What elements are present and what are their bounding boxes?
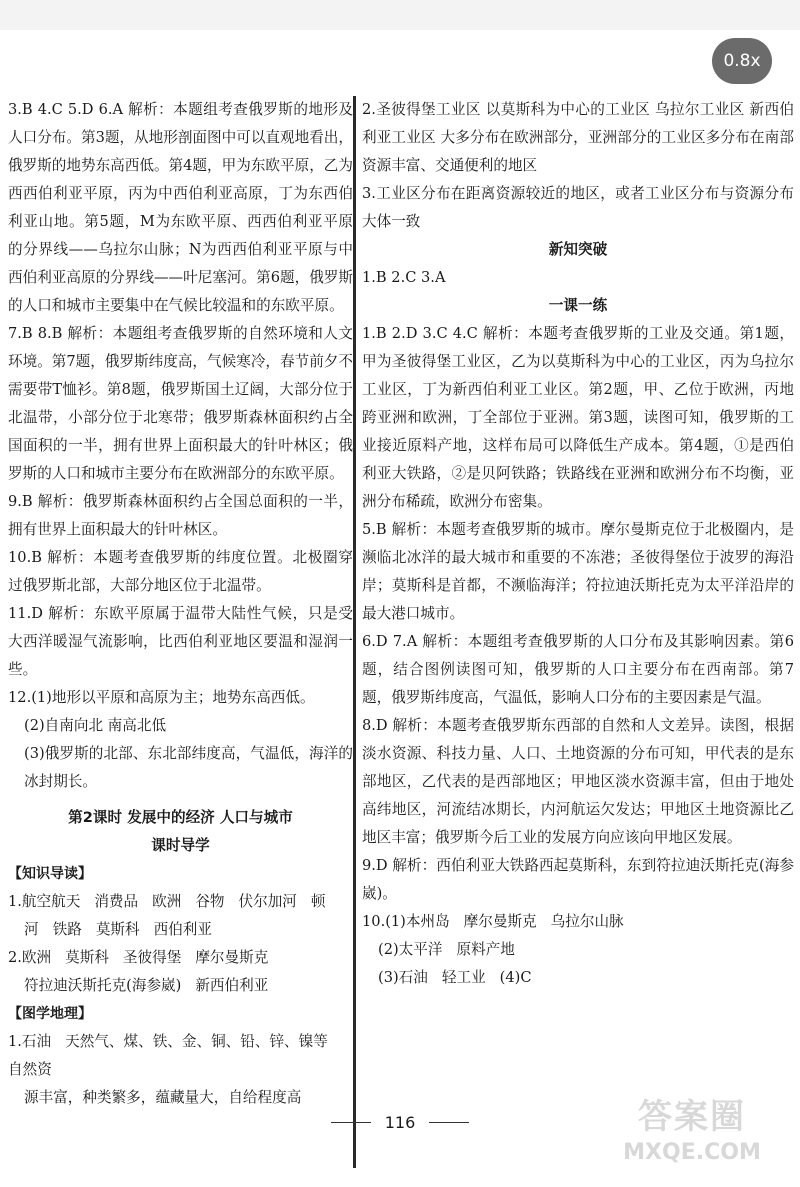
blank-answer: 符拉迪沃斯托克(海参崴) — [24, 977, 182, 994]
site-watermark — [602, 1095, 782, 1175]
blank-answer: 伏尔加河 — [238, 893, 297, 910]
blank-answer: 河 — [24, 921, 39, 938]
blank-answer: 顿 — [310, 893, 326, 910]
watermark-logo-text: 答案圈 — [638, 1097, 746, 1137]
answer-page — [0, 96, 800, 1176]
practice-10-1 — [362, 908, 794, 936]
map-1 — [8, 1028, 353, 1084]
practice-10-3 — [362, 964, 794, 992]
practice-title: 一课一练 — [548, 297, 608, 314]
viewer-top-bar — [0, 0, 800, 30]
blank-answer: 圣彼得堡 — [122, 949, 182, 966]
answer-3-6: 3.B 4.C 5.D 6.A 解析：本题组考查俄罗斯的地形及人口分布。第3题，从地形剖面图中可以直观地看出，俄罗斯的地势东高西低。第4题，甲为东欧平原，乙为西西伯利亚平原，丙为中西伯利亚高原，丁为东西伯利亚山地。第5题，M为东欧平原、西西伯利亚平原的分界线——乌拉尔山脉；N为西西伯利亚平原与中西伯利亚高原的分界线——叶尼塞河。第6题，俄罗斯的人口和城市主要集中在气候比较温和的东欧平原。 — [8, 101, 353, 314]
blank-answer: 乌拉尔山脉 — [550, 913, 624, 930]
section-map: 【图学地理】 — [8, 1006, 92, 1022]
answer-9: 9.B 解析：俄罗斯森林面积约占全国总面积的一半，拥有世界上面积最大的针叶林区。 — [8, 493, 353, 538]
blank-answer: 谷物 — [195, 893, 225, 910]
new-knowledge-title: 新知突破 — [548, 241, 608, 258]
blank-answer: (3)石油 — [378, 969, 428, 986]
practice-5: 5.B 解析：本题考查俄罗斯的城市。摩尔曼斯克位于北极圈内，是濒临北冰洋的最大城市和重要的不冻港；圣彼得堡位于波罗的海沿岸；莫斯科是首都，不濒临海洋；符拉迪沃斯托克为太平洋沿岸的最大港口城市。 — [362, 521, 794, 622]
knowledge-1-cont — [8, 916, 353, 944]
answer-10: 10.B 解析：本题考查俄罗斯的纬度位置。北极圈穿过俄罗斯北部，大部分地区位于北温带。 — [8, 549, 353, 594]
page-number: 116 — [384, 1112, 416, 1132]
blank-answer: 摩尔曼斯克 — [463, 913, 537, 930]
playback-speed-button[interactable]: 0.8x — [712, 38, 772, 84]
lesson-title: 第2课时 发展中的经济 人口与城市 — [68, 809, 293, 826]
knowledge-1 — [8, 888, 353, 916]
footer-rule — [429, 1122, 469, 1123]
blank-answer: 消费品 — [94, 893, 139, 910]
blank-answer: 西伯利亚 — [153, 921, 212, 938]
blank-answer: 2.欧洲 — [8, 949, 52, 966]
practice-6-7: 6.D 7.A 解析：本题组考查俄罗斯的人口分布及其影响因素。第6题，结合图例读图可知，俄罗斯的人口主要分布在西南部。第7题，俄罗斯纬度高，气温低，影响人口分布的主要因素是气温。 — [362, 633, 794, 706]
blank-answer: 原料产地 — [456, 941, 515, 958]
practice-8: 8.D 解析：本题考查俄罗斯东西部的自然和人文差异。读图，根据淡水资源、科技力量、人口、土地资源的分布可知，甲代表的是东部地区，乙代表的是西部地区；甲地区淡水资源丰富，但由于地处高纬地区，河流结冰期长，内河航运欠发达；甲地区土地资源比乙地区丰富；俄罗斯今后工业的发展方向应该向甲地区发展。 — [362, 717, 794, 846]
blank-answer: 莫斯科 — [65, 949, 109, 966]
blank-answer: 1.石油 — [8, 1033, 52, 1050]
map-3: 3.工业区分布在距离资源较近的地区，或者工业区分布与资源分布大体一致 — [362, 185, 794, 230]
blank-answer: 莫斯科 — [95, 921, 140, 938]
answer-11: 11.D 解析：东欧平原属于温带大陆性气候，只是受大西洋暖湿气流影响，比西伯利亚地区要温和湿润一些。 — [8, 605, 353, 678]
blank-answer: 10.(1)本州岛 — [362, 913, 450, 930]
answer-7-8: 7.B 8.B 解析：本题组考查俄罗斯的自然环境和人文环境。第7题，俄罗斯纬度高，气候寒冷，春节前夕不需要带T恤衫。第8题，俄罗斯国土辽阔，大部分位于北温带，小部分位于北寒带；俄罗斯森林面积约占全国面积的一半，拥有世界上面积最大的针叶林区；俄罗斯的人口和城市主要分布在欧洲部分的东欧平原。 — [8, 325, 353, 482]
watermark-url: MXQE.COM — [623, 1140, 761, 1165]
practice-1-4: 1.B 2.D 3.C 4.C 解析：本题考查俄罗斯的工业及交通。第1题，甲为圣彼得堡工业区，乙为以莫斯科为中心的工业区，丙为乌拉尔工业区，丁为新西伯利亚工业区。第2题，甲、乙位于欧洲，丙地跨亚洲和欧洲，丁全部位于亚洲。第3题，读图可知，俄罗斯的工业接近原料产地，这样布局可以降低生产成本。第4题，①是西伯利亚大铁路，②是贝阿铁路；铁路线在亚洲和欧洲分布不均衡，亚洲分布稀疏，欧洲分布密集。 — [362, 325, 794, 510]
left-column — [8, 96, 353, 1112]
new-knowledge-answers: 1.B 2.C 3.A — [362, 269, 446, 286]
blank-answer: 天然气、煤、铁、金、铜、铅、锌、镍等 — [65, 1033, 328, 1050]
answer-12-1: 12.(1)地形以平原和高原为主；地势东高西低。 — [8, 689, 315, 706]
blank-answer: 1.航空航天 — [8, 893, 81, 910]
section-knowledge: 【知识导读】 — [8, 866, 92, 882]
answer-12-2: (2)自南向北 南高北低 — [24, 717, 167, 734]
knowledge-2-cont — [8, 972, 353, 1000]
column-divider — [353, 96, 356, 1168]
blank-answer: 铁路 — [52, 921, 82, 938]
right-column — [362, 96, 794, 992]
blank-answer: 新西伯利亚 — [195, 977, 269, 994]
practice-10-2 — [362, 936, 794, 964]
blank-answer: (2)太平洋 — [378, 941, 443, 958]
knowledge-2 — [8, 944, 353, 972]
blank-answer: 摩尔曼斯克 — [195, 949, 269, 966]
blank-answer: (4)C — [499, 969, 532, 986]
blank-answer: 源丰富，种类繁多，蕴藏量大，自给程度高 — [24, 1089, 302, 1106]
footer-rule — [331, 1122, 371, 1123]
guide-title: 课时导学 — [151, 837, 210, 854]
blank-answer: 欧洲 — [152, 893, 182, 910]
blank-answer: 轻工业 — [441, 969, 486, 986]
map-2: 2.圣彼得堡工业区 以莫斯科为中心的工业区 乌拉尔工业区 新西伯利亚工业区 大多分布在欧洲部分，亚洲部分的工业区多分布在南部资源丰富、交通便利的地区 — [362, 101, 794, 174]
answer-12-3: (3)俄罗斯的北部、东北部纬度高，气温低，海洋的冰封期长。 — [24, 745, 353, 790]
practice-9: 9.D 解析：西伯利亚大铁路西起莫斯科，东到符拉迪沃斯托克(海参崴)。 — [362, 857, 794, 902]
blank-answer: 自然资 — [8, 1061, 52, 1078]
